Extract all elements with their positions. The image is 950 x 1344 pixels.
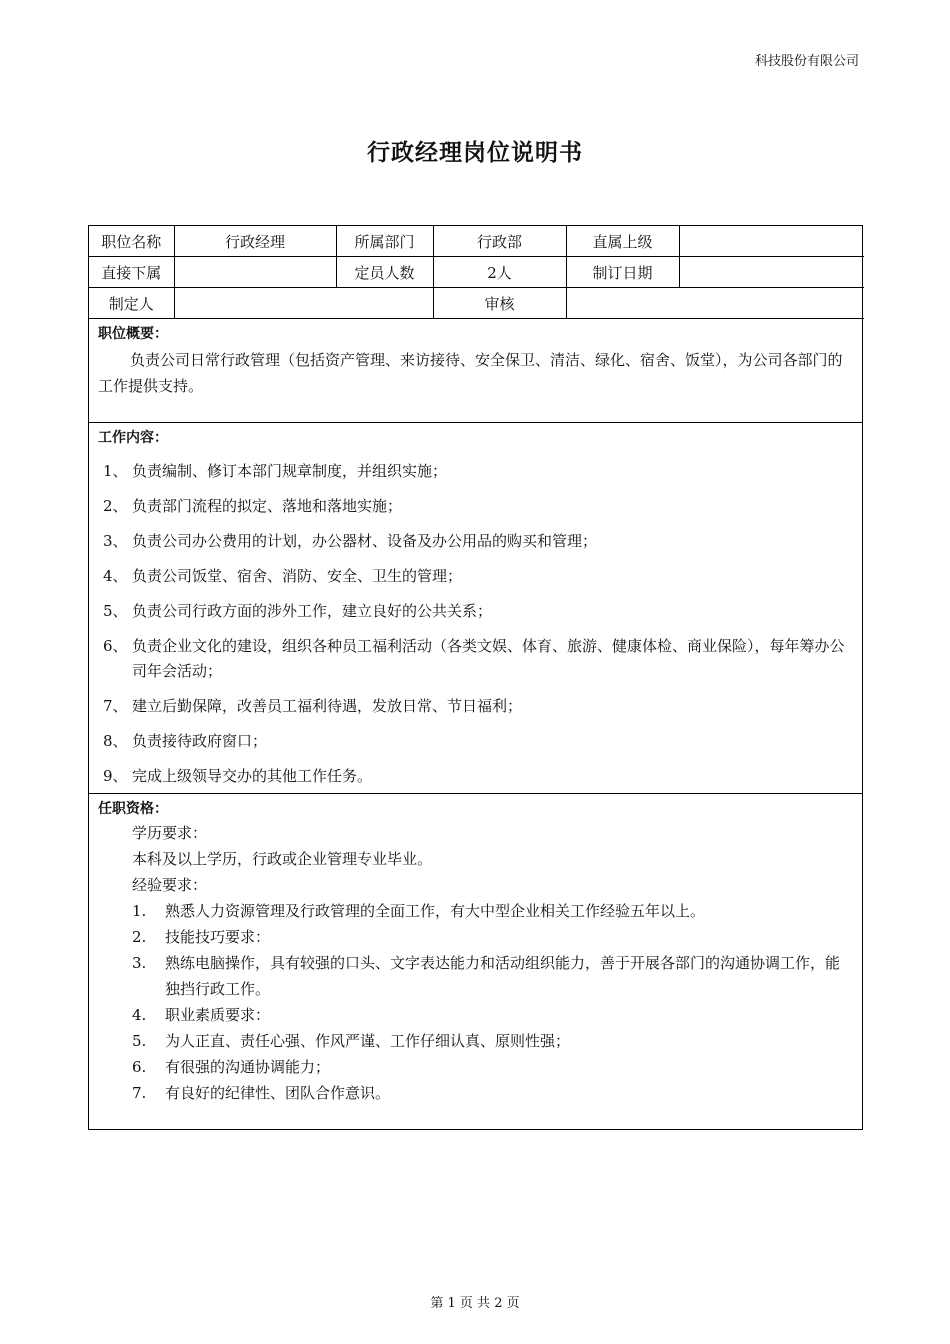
document-title: 行政经理岗位说明书: [367, 139, 583, 166]
qualification-item: [98, 1028, 854, 1054]
qualification-text: 为人正直、责任心强、作风严谨、工作仔细认真、原则性强；: [165, 1032, 571, 1050]
info-row-2: [89, 257, 864, 288]
duty-item: [98, 494, 854, 519]
summary-heading: 职位概要：: [98, 326, 168, 342]
qualifications-section: [89, 794, 862, 1129]
duty-text: 负责公司饭堂、宿舍、消防、安全、卫生的管理；: [132, 567, 463, 585]
duty-number: 1、: [103, 462, 128, 480]
direct-subordinate-value: [174, 257, 336, 288]
department-label: 所属部门: [336, 226, 433, 257]
duty-number: 5、: [103, 602, 128, 620]
duty-text: 负责公司行政方面的涉外工作，建立良好的公共关系；: [132, 602, 493, 620]
duty-text: 负责部门流程的拟定、落地和落地实施；: [132, 497, 403, 515]
qualification-text: 有良好的纪律性、团队合作意识。: [165, 1084, 391, 1102]
qualification-number: 4.: [132, 1006, 147, 1024]
duty-text: 负责接待政府窗口；: [132, 732, 268, 750]
qualification-text: 熟练电脑操作，具有较强的口头、文字表达能力和活动组织能力，善于开展各部门的沟通协调工作，能独挡行政工作。: [165, 954, 841, 998]
qualification-text: 有很强的沟通协调能力；: [165, 1058, 331, 1076]
duties-heading: 工作内容：: [98, 430, 168, 446]
qualification-number: 2.: [132, 928, 147, 946]
department-value: 行政部: [433, 226, 566, 257]
qualification-item: [98, 1080, 854, 1106]
duty-number: 8、: [103, 732, 128, 750]
summary-section: [89, 319, 862, 423]
review-label: 审核: [433, 288, 566, 319]
duty-number: 4、: [103, 567, 128, 585]
qualification-item: [98, 924, 854, 950]
duties-list: [98, 459, 854, 789]
summary-text: 负责公司日常行政管理（包括资产管理、来访接待、安全保卫、清洁、绿化、宿舍、饭堂），为公司各部门的工作提供支持。: [98, 351, 843, 395]
duty-text: 建立后勤保障，改善员工福利待遇，发放日常、节日福利；: [132, 697, 523, 715]
duty-text: 负责公司办公费用的计划，办公器材、设备及办公用品的购买和管理；: [132, 532, 598, 550]
qualification-number: 1.: [132, 902, 147, 920]
qualification-item: [98, 898, 854, 924]
qualification-number: 3.: [132, 954, 147, 972]
page-footer: 第 1 页 共 2 页: [430, 1296, 520, 1311]
qualification-item: [98, 1054, 854, 1080]
duty-item: [98, 729, 854, 754]
duty-item: [98, 459, 854, 484]
author-label: 制定人: [89, 288, 174, 319]
duty-item: [98, 694, 854, 719]
duty-number: 3、: [103, 532, 128, 550]
qualification-number: 7.: [132, 1084, 147, 1102]
duty-number: 9、: [103, 767, 128, 785]
company-name: 科技股份有限公司: [754, 54, 859, 69]
direct-superior-value: [679, 226, 864, 257]
duties-section: [89, 423, 862, 794]
headcount-value: 2人: [433, 257, 566, 288]
qualification-text: 技能技巧要求：: [165, 928, 271, 946]
duty-item: [98, 564, 854, 589]
direct-superior-label: 直属上级: [566, 226, 679, 257]
qualification-text: 熟悉人力资源管理及行政管理的全面工作，有大中型企业相关工作经验五年以上。: [165, 902, 706, 920]
headcount-label: 定员人数: [336, 257, 433, 288]
issue-date-label: 制订日期: [566, 257, 679, 288]
info-row-3: [89, 288, 864, 319]
duty-item: [98, 764, 854, 789]
duty-item: [98, 634, 854, 684]
position-name-label: 职位名称: [89, 226, 174, 257]
qualification-number: 6.: [132, 1058, 147, 1076]
qualification-number: 5.: [132, 1032, 147, 1050]
author-value: [174, 288, 433, 319]
qualification-item: [98, 1002, 854, 1028]
duty-item: [98, 529, 854, 554]
qualification-text: 职业素质要求：: [165, 1006, 271, 1024]
info-table: [89, 226, 864, 319]
duty-number: 6、: [103, 637, 128, 655]
direct-subordinate-label: 直接下属: [89, 257, 174, 288]
duty-number: 7、: [103, 697, 128, 715]
duty-number: 2、: [103, 497, 128, 515]
education-text: 本科及以上学历，行政或企业管理专业毕业。: [132, 850, 433, 868]
duty-text: 负责企业文化的建设，组织各种员工福利活动（各类文娱、体育、旅游、健康体检、商业保险），每年筹办公司年会活动；: [132, 637, 845, 680]
experience-label: 经验要求：: [132, 876, 208, 894]
qualification-list: [98, 898, 854, 1106]
duty-text: 负责编制、修订本部门规章制度，并组织实施；: [132, 462, 448, 480]
review-value: [566, 288, 864, 319]
info-row-1: [89, 226, 864, 257]
job-description-form: [88, 225, 863, 1130]
qualification-item: [98, 950, 854, 1002]
duty-item: [98, 599, 854, 624]
qualifications-heading: 任职资格：: [98, 801, 168, 817]
education-label: 学历要求：: [132, 824, 208, 842]
issue-date-value: [679, 257, 864, 288]
duty-text: 完成上级领导交办的其他工作任务。: [132, 767, 373, 785]
position-name-value: 行政经理: [174, 226, 336, 257]
